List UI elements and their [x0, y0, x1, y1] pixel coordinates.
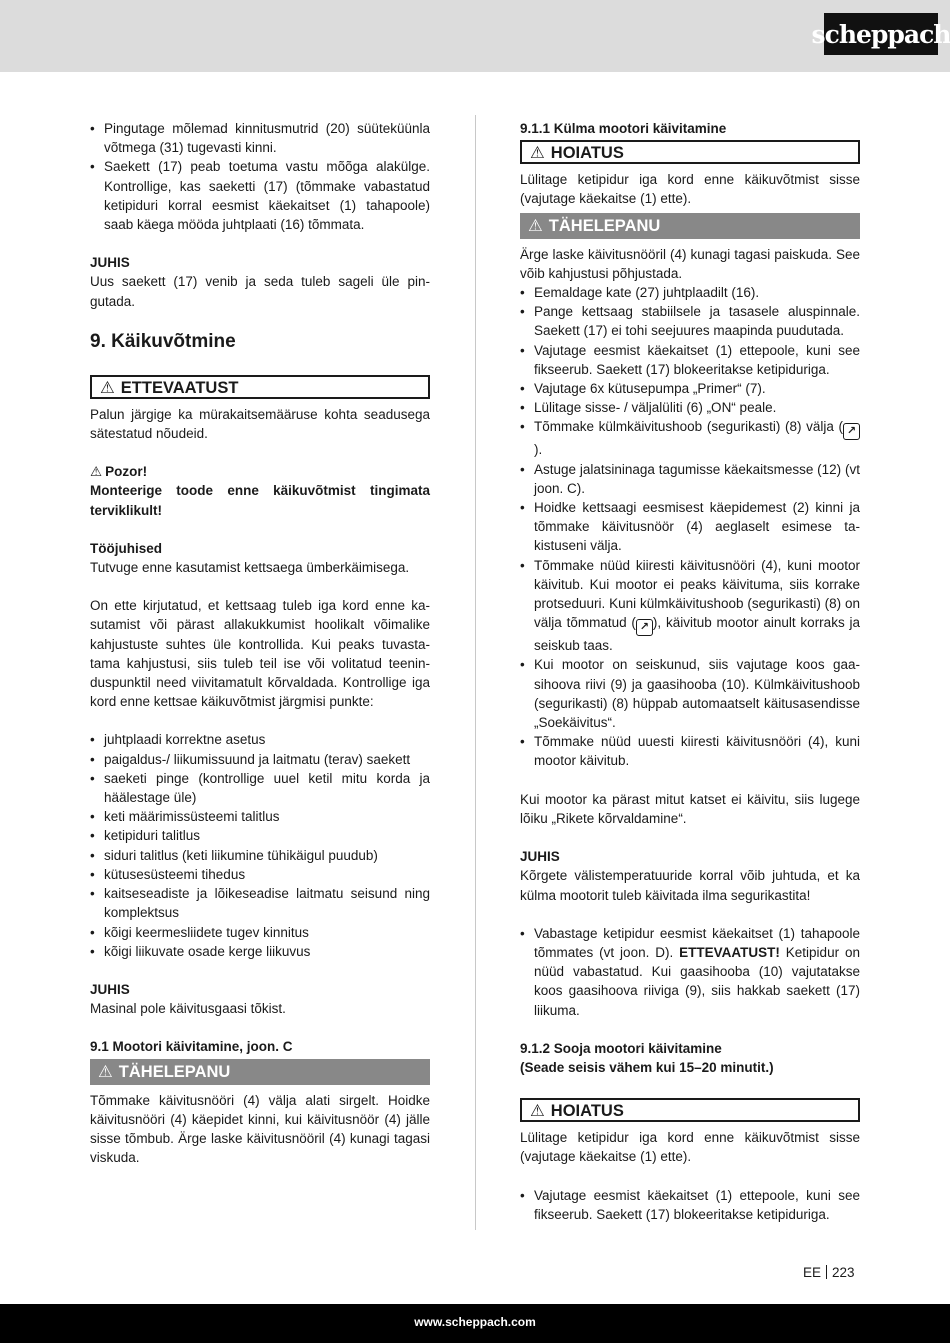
warning-triangle-icon: ⚠ — [90, 464, 103, 480]
list-item: • saeketi pinge (kontrollige uuel ketil mitu korda ja häälestage üle) — [90, 769, 430, 807]
list-item: • Hoidke kettsaagi eesmisest käepidemest (2) kinni ja tõmmake käivitusnöör (4) aeglaselt esimese takistuseni välja. — [520, 498, 860, 556]
subsection-title: 9.1.1 Külma mootori käivitamine — [520, 121, 727, 136]
note-text: Masinal pole käivitusgaasi tõkist. — [90, 1001, 286, 1017]
caution-text: Palun järgige ka mürakaitsemääruse kohta seadusega sätestatud nõudeid. — [90, 406, 430, 442]
list-item: • Tõmmake nüüd uuesti kiiresti käivitusnööri (4), kuni mootor käivitub. — [520, 732, 860, 770]
inspection-intro: On ette kirjutatud, et kettsaag tuleb iga kord enne kasutamist või pärast allakukkumist hoolikalt võimalike kahjustuste suhtes üle kontrollida. Kui peaks tuvastatama kahjustusi, siis tuleb teil ise või volitatud teeninduspunktil need viivitamatult kõrvaldada. Kontrollige iga kord enne kettsae käikuvõtmist järgmisi punkte: — [90, 598, 430, 710]
inspection-checklist — [90, 730, 430, 960]
warning-box — [520, 140, 860, 164]
attention-box — [90, 1059, 430, 1085]
work-instructions-title: Tööjuhised — [90, 540, 162, 556]
list-item: • Pange kettsaag stabiilsele ja tasasele aluspinnale. Saekett (17) ei tohi seejuures maapinda puudutada. — [520, 302, 860, 340]
attention-box — [520, 213, 860, 239]
language-code: EE — [803, 1265, 822, 1280]
pozor-text: Monteerige toode enne käikuvõtmist tingimata terviklikult! — [90, 483, 430, 518]
warning-triangle-icon: ⚠ — [530, 1102, 545, 1121]
warning-text: Lülitage ketipidur iga kord enne käikuvõtmist sisse (vajutage käekaitse (1) ette). — [520, 1130, 860, 1165]
list-item: • Kui mootor on seiskunud, siis vajutage koos gaasihoova riivi (9) ja gaasihooba (10). Külmkäivitushoob (segurikasti) (8) hüppab automaatselt käitusasendisse „Soekäivitus“. — [520, 655, 860, 732]
scheppach-logo: scheppach — [824, 13, 938, 55]
page-number — [803, 1265, 855, 1280]
pozor-title: ⚠ Pozor! — [90, 462, 430, 481]
list-item: • ketipiduri talitlus — [90, 826, 430, 845]
failure-text: Kui mootor ka pärast mitut katset ei käivitu, siis lugege lõiku „Rikete kõrvaldamine“. — [520, 791, 860, 826]
warning-triangle-icon: ⚠ — [530, 144, 545, 163]
cold-start-steps — [520, 283, 860, 771]
list-item: • Eemaldage kate (27) juhtplaadilt (16). — [520, 283, 860, 302]
list-item: • Vabastage ketipidur eesmist käekaitset (1) tahapoole tõmmates (vt joon. D). ETTEVAATUST! Ketipidur on nüüd vabastatud. Kui gaasihooba (10) vajutatakse koos gaasihoova riiviga (9), siis hakkab saekett (17) liikuma. — [520, 924, 860, 1020]
list-item: • kütusesüsteemi tihedus — [90, 865, 430, 884]
list-item: • keti määrimissüsteemi talitlus — [90, 807, 430, 826]
list-item: • Astuge jalatsininaga tagumisse käekaitsmesse (12) (vt joon. C). — [520, 460, 860, 498]
warning-label: HOIATUS — [550, 1102, 624, 1121]
work-instructions-text: Tutvuge enne kasutamist kettsaega ümberkäimisega. — [90, 560, 410, 576]
note-text: Kõrgete välistemperatuuride korral võib juhtuda, et ka külma mootorit tuleb käivitada ilma segurikastita! — [520, 868, 860, 903]
list-item: • paigaldus-/ liikumissuund ja laitmatu (terav) saekett — [90, 750, 430, 769]
attention-text: Ärge laske käivitusnööril (4) kunagi tagasi paiskuda. See võib kahjustusi põhjustada. — [520, 246, 860, 281]
note-title: JUHIS — [90, 981, 130, 997]
list-item: • Tõmmake nüüd kiiresti käivitusnööri (4), kuni mootor käivitub. Kui mootor ei peaks käivituma, siis korrake protseduuri. Kuni külmkäivitushoob (segurikasti) (8) on välja tõmmatud ( ↗ ), käivitub mootor ainult korraks ja seiskub taas. — [520, 556, 860, 656]
warning-triangle-icon: ⚠ — [100, 378, 115, 397]
list-item: • Pingutage mõlemad kinnitusmutrid (20) süüteküünla võtmega (31) tugevasti kinni. — [90, 119, 430, 157]
attention-label: TÄHELEPANU — [548, 216, 661, 235]
separator — [826, 1265, 827, 1279]
warning-label: HOIATUS — [550, 144, 624, 163]
list-item: • kõigi liikuvate osade kerge liikuvus — [90, 942, 430, 961]
list-item: • Saekett (17) peab toetuma vastu mõõga alakülge. Kontrollige, kas saeketti (17) (tõmmake vabastatud ketipiduri korral eesmist käekaitset (1) tahapoole) saab käega mööda juhtplaati (16) tõmmata. — [90, 157, 430, 234]
note-text: Uus saekett (17) venib ja seda tuleb sageli üle pingutada. — [90, 274, 430, 309]
list-item: • siduri talitlus (keti liikumine tühikäigul puudub) — [90, 846, 430, 865]
list-item: • Lülitage sisse- / väljalüliti (6) „ON“ peale. — [520, 398, 860, 417]
subsection-title: 9.1.2 Sooja mootori käivitamine — [520, 1040, 722, 1056]
caution-box — [90, 375, 430, 399]
note-title: JUHIS — [520, 849, 560, 865]
header-bar — [0, 0, 950, 72]
caution-label: ETTEVAATUST — [120, 378, 239, 397]
list-item: • juhtplaadi korrektne asetus — [90, 730, 430, 749]
list-item: • Vajutage 6x kütusepumpa „Primer“ (7). — [520, 379, 860, 398]
choke-lever-icon: ↗ — [843, 423, 860, 440]
warning-triangle-icon: ⚠ — [528, 216, 543, 235]
left-column — [90, 119, 430, 1167]
warning-triangle-icon: ⚠ — [98, 1062, 113, 1081]
choke-lever-icon: ↗ — [636, 619, 653, 636]
website-link[interactable]: www.scheppach.com — [414, 1315, 536, 1329]
right-column — [520, 119, 860, 1224]
bullet-list — [90, 119, 430, 234]
section-title: 9. Käikuvõtmine — [90, 330, 236, 352]
subsection-title: 9.1 Mootori käivitamine, joon. C — [90, 1039, 293, 1055]
attention-text: Tõmmake käivitusnööri (4) välja alati sirgelt. Hoidke käivitusnööri (4) käepidet kinni, kui käivitusnöör (4) jälle sisse tõmbub. Ärge laske käivitusnööril (4) kunagi tagasi viskuda. — [90, 1092, 430, 1166]
list-item: • kaitseseadiste ja lõikeseadise laitmatu seisund ning komplektsus — [90, 884, 430, 922]
column-divider — [475, 115, 476, 1230]
attention-label: TÄHELEPANU — [118, 1062, 231, 1081]
subsection-subtitle: (Seade seisis vähem kui 15–20 minutit.) — [520, 1059, 774, 1075]
note-title: JUHIS — [90, 255, 130, 271]
warm-start-steps — [520, 1186, 860, 1224]
list-item: • Tõmmake külmkäivitushoob (segurikasti) (8) välja ( ↗). — [520, 417, 860, 459]
page-count: 223 — [832, 1265, 855, 1280]
list-item: • Vajutage eesmist käekaitset (1) ettepoole, kuni see fikseerub. Saekett (17) blokeeritakse ketipiduriga. — [520, 341, 860, 379]
footer-bar — [0, 1304, 950, 1343]
list-item: • Vajutage eesmist käekaitset (1) ettepoole, kuni see fikseerub. Saekett (17) blokeeritakse ketipiduriga. — [520, 1186, 860, 1224]
warning-box — [520, 1098, 860, 1122]
list-item: • kõigi keermesliidete tugev kinnitus — [90, 923, 430, 942]
release-steps — [520, 924, 860, 1020]
warning-text: Lülitage ketipidur iga kord enne käikuvõtmist sisse (vajutage käekaitse (1) ette). — [520, 172, 860, 207]
